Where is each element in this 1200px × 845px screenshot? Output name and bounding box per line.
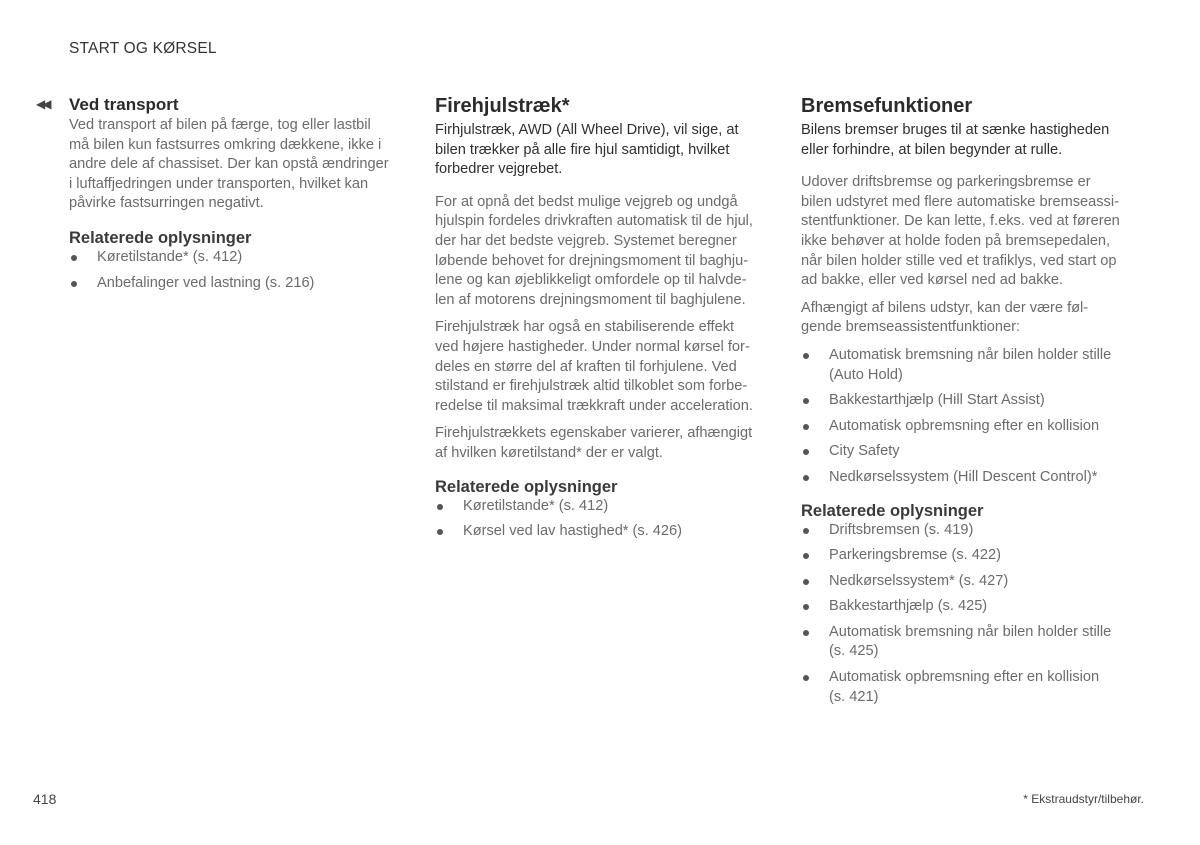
text-line: Ved transport af bilen på færge, tog eller lastbil xyxy=(69,117,371,133)
item-text: Nedkørselssystem (Hill Descent Control)* xyxy=(829,468,1098,485)
text-line: løbende behovet for drejningsmoment til baghju- xyxy=(435,252,749,269)
column-bremsefunktioner xyxy=(801,94,1141,707)
related-heading: Relaterede oplysninger xyxy=(435,477,618,496)
item-text: Automatisk bremsning når bilen holder stille xyxy=(829,346,1112,363)
footnote: * Ekstraudstyr/tilbehør. xyxy=(1023,792,1144,806)
bullet-icon xyxy=(71,281,77,287)
list-item xyxy=(801,442,1141,462)
related-link[interactable] xyxy=(801,597,1141,617)
text-line: af hvilken køretilstand* der er valgt. xyxy=(435,444,663,461)
bullet-icon xyxy=(437,504,443,510)
text-line: For at opnå det bedst mulige vejgreb og undgå xyxy=(435,193,738,210)
text-line: andre dele af chassiset. Der kan opstå ændringer xyxy=(69,156,389,173)
related-link[interactable] xyxy=(69,274,399,294)
list-item xyxy=(801,391,1141,411)
text-line: der har det bedste vejgreb. Systemet beregner xyxy=(435,232,737,249)
bullet-icon xyxy=(803,424,809,430)
bullet-icon xyxy=(803,475,809,481)
related-link-text: (s. 421) xyxy=(829,688,879,705)
related-list xyxy=(69,248,399,293)
paragraph xyxy=(435,424,770,463)
related-link-text: Kørsel ved lav hastighed* (s. 426) xyxy=(463,523,683,540)
page-number: 418 xyxy=(33,791,57,807)
related-link[interactable] xyxy=(801,623,1141,662)
text-line: forbedrer vejgrebet. xyxy=(435,161,563,178)
text-line: stilstand er firehjulstræk altid tilkoblet som forbe- xyxy=(435,378,748,395)
ved-transport-text xyxy=(69,116,399,214)
related-link-text: Parkeringsbremse (s. 422) xyxy=(829,547,1001,564)
related-link-text: Køretilstande* (s. 412) xyxy=(97,248,243,265)
paragraph xyxy=(435,193,770,311)
related-link[interactable] xyxy=(435,497,770,517)
lead-text xyxy=(801,121,1141,160)
bremsefunktioner-heading: Bremsefunktioner xyxy=(801,95,973,117)
text-line: i luftaffjedringen under transporten, hvilket kan xyxy=(69,175,369,192)
column-firehjulstraek xyxy=(435,94,770,542)
bullet-icon xyxy=(803,553,809,559)
bullet-icon xyxy=(803,449,809,455)
text-line: bilen trækker på alle fire hjul samtidigt, hvilket xyxy=(435,141,730,158)
text-line: Bilens bremser bruges til at sænke hastigheden xyxy=(801,122,1110,138)
double-chevron-left-icon: ◀◀ xyxy=(36,97,49,111)
text-line: Firehjulstræk har også en stabiliserende effekt xyxy=(435,319,735,336)
related-link-text: Automatisk opbremsning efter en kollision xyxy=(829,669,1100,686)
related-link-text: (s. 425) xyxy=(829,643,879,660)
text-line: må bilen kun fastsurres omkring dækkene, ikke i xyxy=(69,136,382,153)
text-line: Afhængigt af bilens udstyr, kan der være føl- xyxy=(801,299,1089,316)
item-text: (Auto Hold) xyxy=(829,366,903,383)
text-line: ved højere hastigheder. Under normal kørsel for- xyxy=(435,338,750,355)
text-line: deles en større del af kraften til forhjulene. Ved xyxy=(435,358,737,375)
ved-transport-heading: Ved transport xyxy=(69,95,179,114)
related-list xyxy=(435,497,770,542)
text-line: gende bremseassistentfunktioner: xyxy=(801,319,1021,336)
text-line: Firehjulstrækkets egenskaber varierer, afhængigt xyxy=(435,425,753,442)
related-link-text: Driftsbremsen (s. 419) xyxy=(829,521,974,538)
related-link[interactable] xyxy=(801,521,1141,541)
bullet-icon xyxy=(803,579,809,585)
related-link[interactable] xyxy=(435,522,770,542)
related-link-text: Anbefalinger ved lastning (s. 216) xyxy=(97,274,315,291)
bullet-icon xyxy=(803,630,809,636)
text-line: eller forhindre, at bilen begynder at rulle. xyxy=(801,141,1063,158)
paragraph xyxy=(801,173,1141,291)
text-line: redelse til maksimal trækkraft under acceleration. xyxy=(435,397,753,414)
bullet-icon xyxy=(71,255,77,261)
paragraph xyxy=(801,299,1141,338)
text-line: len af motorens drejningsmoment til baghjulene. xyxy=(435,291,746,308)
related-link-text: Køretilstande* (s. 412) xyxy=(463,497,609,514)
bullet-icon xyxy=(803,528,809,534)
text-line: ikke behøver at holde foden på bremsepedalen, xyxy=(801,232,1111,249)
related-link[interactable] xyxy=(801,546,1141,566)
bullet-icon xyxy=(803,398,809,404)
bullet-icon xyxy=(803,675,809,681)
item-text: City Safety xyxy=(829,443,900,460)
item-text: Automatisk opbremsning efter en kollision xyxy=(829,417,1100,434)
lead-text xyxy=(435,121,770,180)
firehjulstraek-heading: Firehjulstræk* xyxy=(435,95,570,117)
related-link[interactable] xyxy=(801,668,1141,707)
text-line: Udover driftsbremse og parkeringsbremse er xyxy=(801,174,1091,191)
bullet-icon xyxy=(803,604,809,610)
text-line: hjulspin fordeles drivkraften automatisk til de hjul, xyxy=(435,213,753,230)
related-heading: Relaterede oplysninger xyxy=(69,228,252,247)
related-heading: Relaterede oplysninger xyxy=(801,501,984,520)
text-line: ad bakke, eller ved kørsel ned ad bakke. xyxy=(801,272,1064,289)
bullet-icon xyxy=(437,529,443,535)
related-link[interactable] xyxy=(69,248,399,268)
text-line: Firhjulstræk, AWD (All Wheel Drive), vil sige, at xyxy=(435,122,739,138)
item-text: Bakkestarthjælp (Hill Start Assist) xyxy=(829,392,1045,409)
paragraph xyxy=(435,318,770,416)
text-line: lene og kan øjeblikkeligt omfordele op til halvde- xyxy=(435,272,747,289)
bullet-icon xyxy=(803,353,809,359)
text-line: påvirke fastsurringen negativt. xyxy=(69,195,264,212)
text-line: når bilen holder stille ved et trafiklys, ved start op xyxy=(801,252,1117,269)
text-line: stentfunktioner. De kan lette, f.eks. ved at føreren xyxy=(801,213,1120,230)
list-item xyxy=(801,417,1141,437)
related-link-text: Bakkestarthjælp (s. 425) xyxy=(829,598,988,615)
text-line: bilen udstyret med flere automatiske bremseassi- xyxy=(801,193,1119,210)
related-link[interactable] xyxy=(801,572,1141,592)
section-header: START OG KØRSEL xyxy=(69,40,217,57)
list-item xyxy=(801,468,1141,488)
related-list xyxy=(801,521,1141,708)
related-link-text: Automatisk bremsning når bilen holder stille xyxy=(829,623,1112,640)
function-list xyxy=(801,346,1141,488)
list-item xyxy=(801,346,1141,385)
column-ved-transport xyxy=(69,94,399,293)
related-link-text: Nedkørselssystem* (s. 427) xyxy=(829,572,1009,589)
